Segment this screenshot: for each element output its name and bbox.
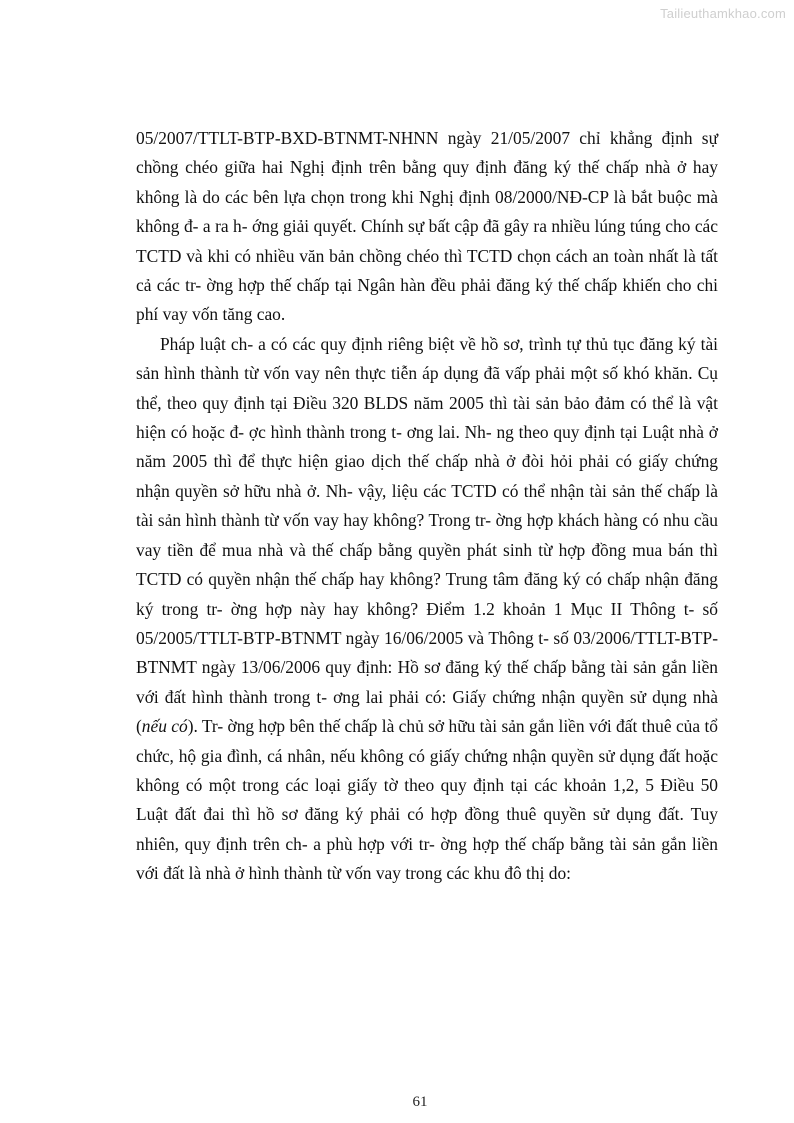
paragraph-2-text-after: ). Tr- ờng hợp bên thế chấp là chủ sở hữu tài sản gắn liền với đất thuê của tổ chức, hộ gia đình, cá nhân, nếu không có giấy chứng nhận quyền sử dụng đất hoặc không có một trong các loại giấy tờ theo quy định tại các khoản 1,2, 5 Điều 50 Luật đất đai thì hồ sơ đăng ký phải có hợp đồng thuê quyền sử dụng đất. Tuy nhiên, quy định trên ch- a phù hợp với tr- ờng hợp thế chấp bằng tài sản gắn liền với đất là nhà ở hình thành từ vốn vay trong các khu đô thị do: bbox=[136, 716, 719, 884]
watermark-text: Tailieuthamkhao.com bbox=[660, 6, 786, 21]
paragraph-2 bbox=[136, 330, 718, 889]
paragraph-2-italic-note: nếu có bbox=[141, 716, 188, 737]
document-body bbox=[136, 124, 718, 889]
paragraph-1: 05/2007/TTLT-BTP-BXD-BTNMT-NHNN ngày 21/05/2007 chỉ khẳng định sự chồng chéo giữa hai Nghị định trên bằng quy định đăng ký thế chấp nhà ở hay không là do các bên lựa chọn trong khi Nghị định 08/2000/NĐ-CP là bắt buộc mà không đ- a ra h- ớng giải quyết. Chính sự bất cập đã gây ra nhiều lúng túng cho các TCTD và khi có nhiều văn bản chồng chéo thì TCTD chọn cách an toàn nhất là tất cả các tr- ờng hợp thế chấp tại Ngân hàn đều phải đăng ký thế chấp khiến cho chi phí vay vốn tăng cao. bbox=[136, 128, 718, 325]
page-number: 61 bbox=[412, 1094, 428, 1110]
paragraph-2-text-before: Pháp luật ch- a có các quy định riêng biệt về hồ sơ, trình tự thủ tục đăng ký tài sản hình thành từ vốn vay nên thực tiễn áp dụng đã vấp phải một số khó khăn. Cụ thể, theo quy định tại Điều 320 BLDS năm 2005 thì tài sản bảo đảm có thể là vật hiện có hoặc đ- ợc hình thành trong t- ơng lai. Nh- ng theo quy định tại Luật nhà ở năm 2005 thì để thực hiện giao dịch thế chấp nhà ở đòi hỏi phải có giấy chứng nhận quyền sở hữu nhà ở. Nh- vậy, liệu các TCTD có thể nhận tài sản thế chấp là tài sản hình thành từ vốn vay hay không? Trong tr- ờng hợp khách hàng có nhu cầu vay tiền để mua nhà và thế chấp bằng quyền phát sinh từ hợp đồng mua bán thì TCTD có quyền nhận thế chấp hay không? Trung tâm đăng ký có chấp nhận đăng ký trong tr- ờng hợp này hay không? Điểm 1.2 khoản 1 Mục II Thông t- số 05/2005/TTLT-BTP-BTNMT ngày 16/06/2005 và Thông t- số 03/2006/TTLT-BTP- BTNMT ngày 13/06/2006 quy định: Hồ sơ đăng ký thế chấp bằng tài sản gắn liền với đất hình thành trong t- ơng lai phải có: Giấy chứng nhận quyền sử dụng nhà ( bbox=[136, 333, 718, 737]
